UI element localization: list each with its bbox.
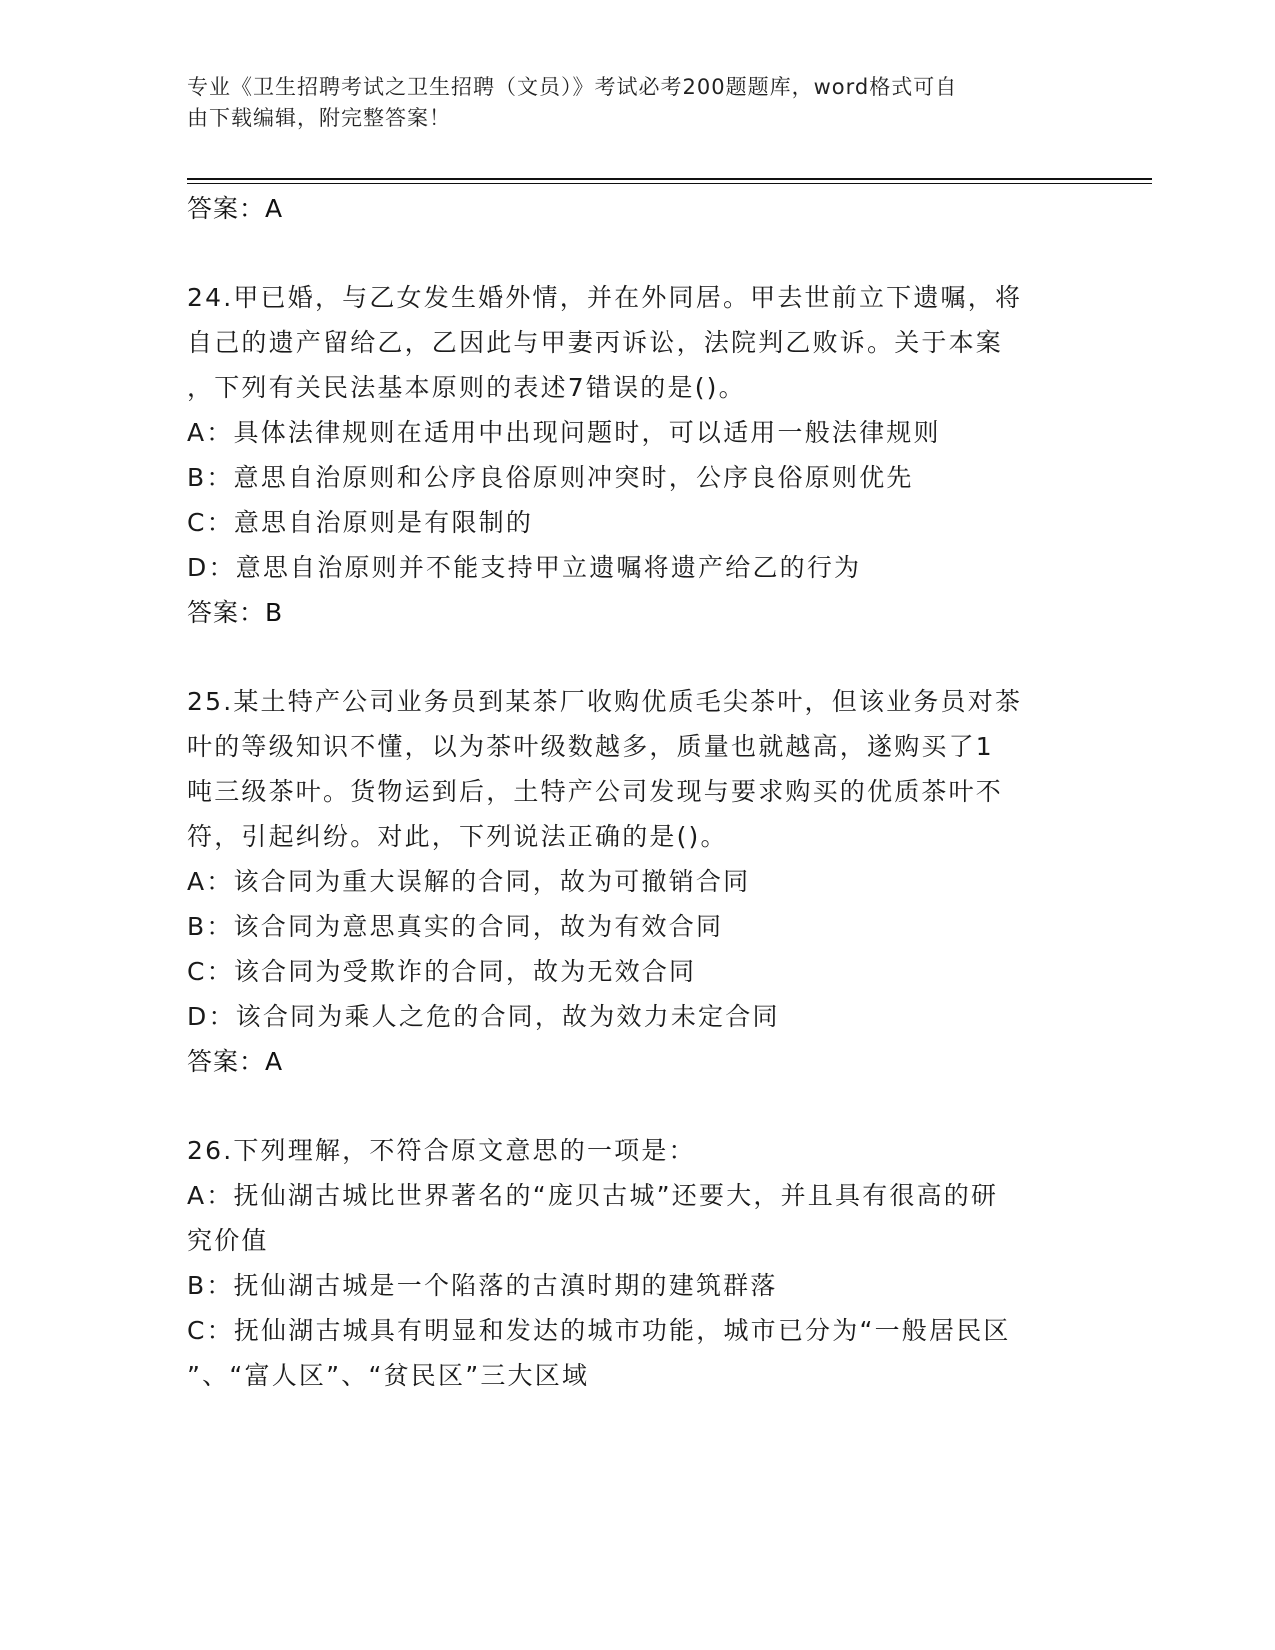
question-25	[187, 679, 1087, 1084]
option-b: B：抚仙湖古城是一个陷落的古滇时期的建筑群落	[187, 1271, 778, 1300]
spacer	[187, 1084, 1087, 1128]
question-24	[187, 275, 1087, 635]
document-body	[187, 186, 1087, 1398]
answer-line: 答案：A	[187, 194, 284, 223]
option-a-continuation: 究价值	[187, 1226, 269, 1255]
question-text-line: 自己的遗产留给乙，乙因此与甲妻丙诉讼，法院判乙败诉。关于本案	[187, 328, 1004, 357]
page-header	[187, 72, 1067, 134]
header-line-2: 由下载编辑，附完整答案！	[187, 106, 451, 130]
option-c: C：抚仙湖古城具有明显和发达的城市功能，城市已分为“一般居民区	[187, 1316, 1011, 1345]
option-d: D：意思自治原则并不能支持甲立遗嘱将遗产给乙的行为	[187, 553, 862, 582]
question-text-line: ，下列有关民法基本原则的表述7错误的是()。	[187, 373, 746, 402]
question-text-line: 符，引起纠纷。对此，下列说法正确的是()。	[187, 822, 728, 851]
question-text-line: 26.下列理解，不符合原文意思的一项是：	[187, 1136, 696, 1165]
option-a: A：该合同为重大误解的合同，故为可撤销合同	[187, 867, 751, 896]
option-c: C：该合同为受欺诈的合同，故为无效合同	[187, 957, 697, 986]
question-text-line: 叶的等级知识不懂，以为茶叶级数越多，质量也就越高，遂购买了1	[187, 732, 994, 761]
answer-line: 答案：A	[187, 1047, 284, 1076]
option-a: A：具体法律规则在适用中出现问题时，可以适用一般法律规则	[187, 418, 941, 447]
question-26	[187, 1128, 1087, 1398]
option-b: B：意思自治原则和公序良俗原则冲突时，公序良俗原则优先	[187, 463, 914, 492]
option-d: D：该合同为乘人之危的合同，故为效力未定合同	[187, 1002, 780, 1031]
option-a: A：抚仙湖古城比世界著名的“庞贝古城”还要大，并且具有很高的研	[187, 1181, 999, 1210]
option-b: B：该合同为意思真实的合同，故为有效合同	[187, 912, 724, 941]
spacer	[187, 231, 1087, 275]
option-c-continuation: ”、“富人区”、“贫民区”三大区域	[187, 1361, 590, 1390]
header-divider-thick	[187, 178, 1152, 180]
option-c: C：意思自治原则是有限制的	[187, 508, 534, 537]
question-text-line: 吨三级茶叶。货物运到后，土特产公司发现与要求购买的优质茶叶不	[187, 777, 1004, 806]
answer-line: 答案：B	[187, 598, 284, 627]
question-text-line: 25.某土特产公司业务员到某茶厂收购优质毛尖茶叶，但该业务员对茶	[187, 687, 1023, 716]
spacer	[187, 635, 1087, 679]
question-text-line: 24.甲已婚，与乙女发生婚外情，并在外同居。甲去世前立下遗嘱，将	[187, 283, 1023, 312]
header-line-1: 专业《卫生招聘考试之卫生招聘（文员）》考试必考200题题库，word格式可自	[187, 75, 958, 99]
header-divider-thin	[187, 183, 1152, 184]
